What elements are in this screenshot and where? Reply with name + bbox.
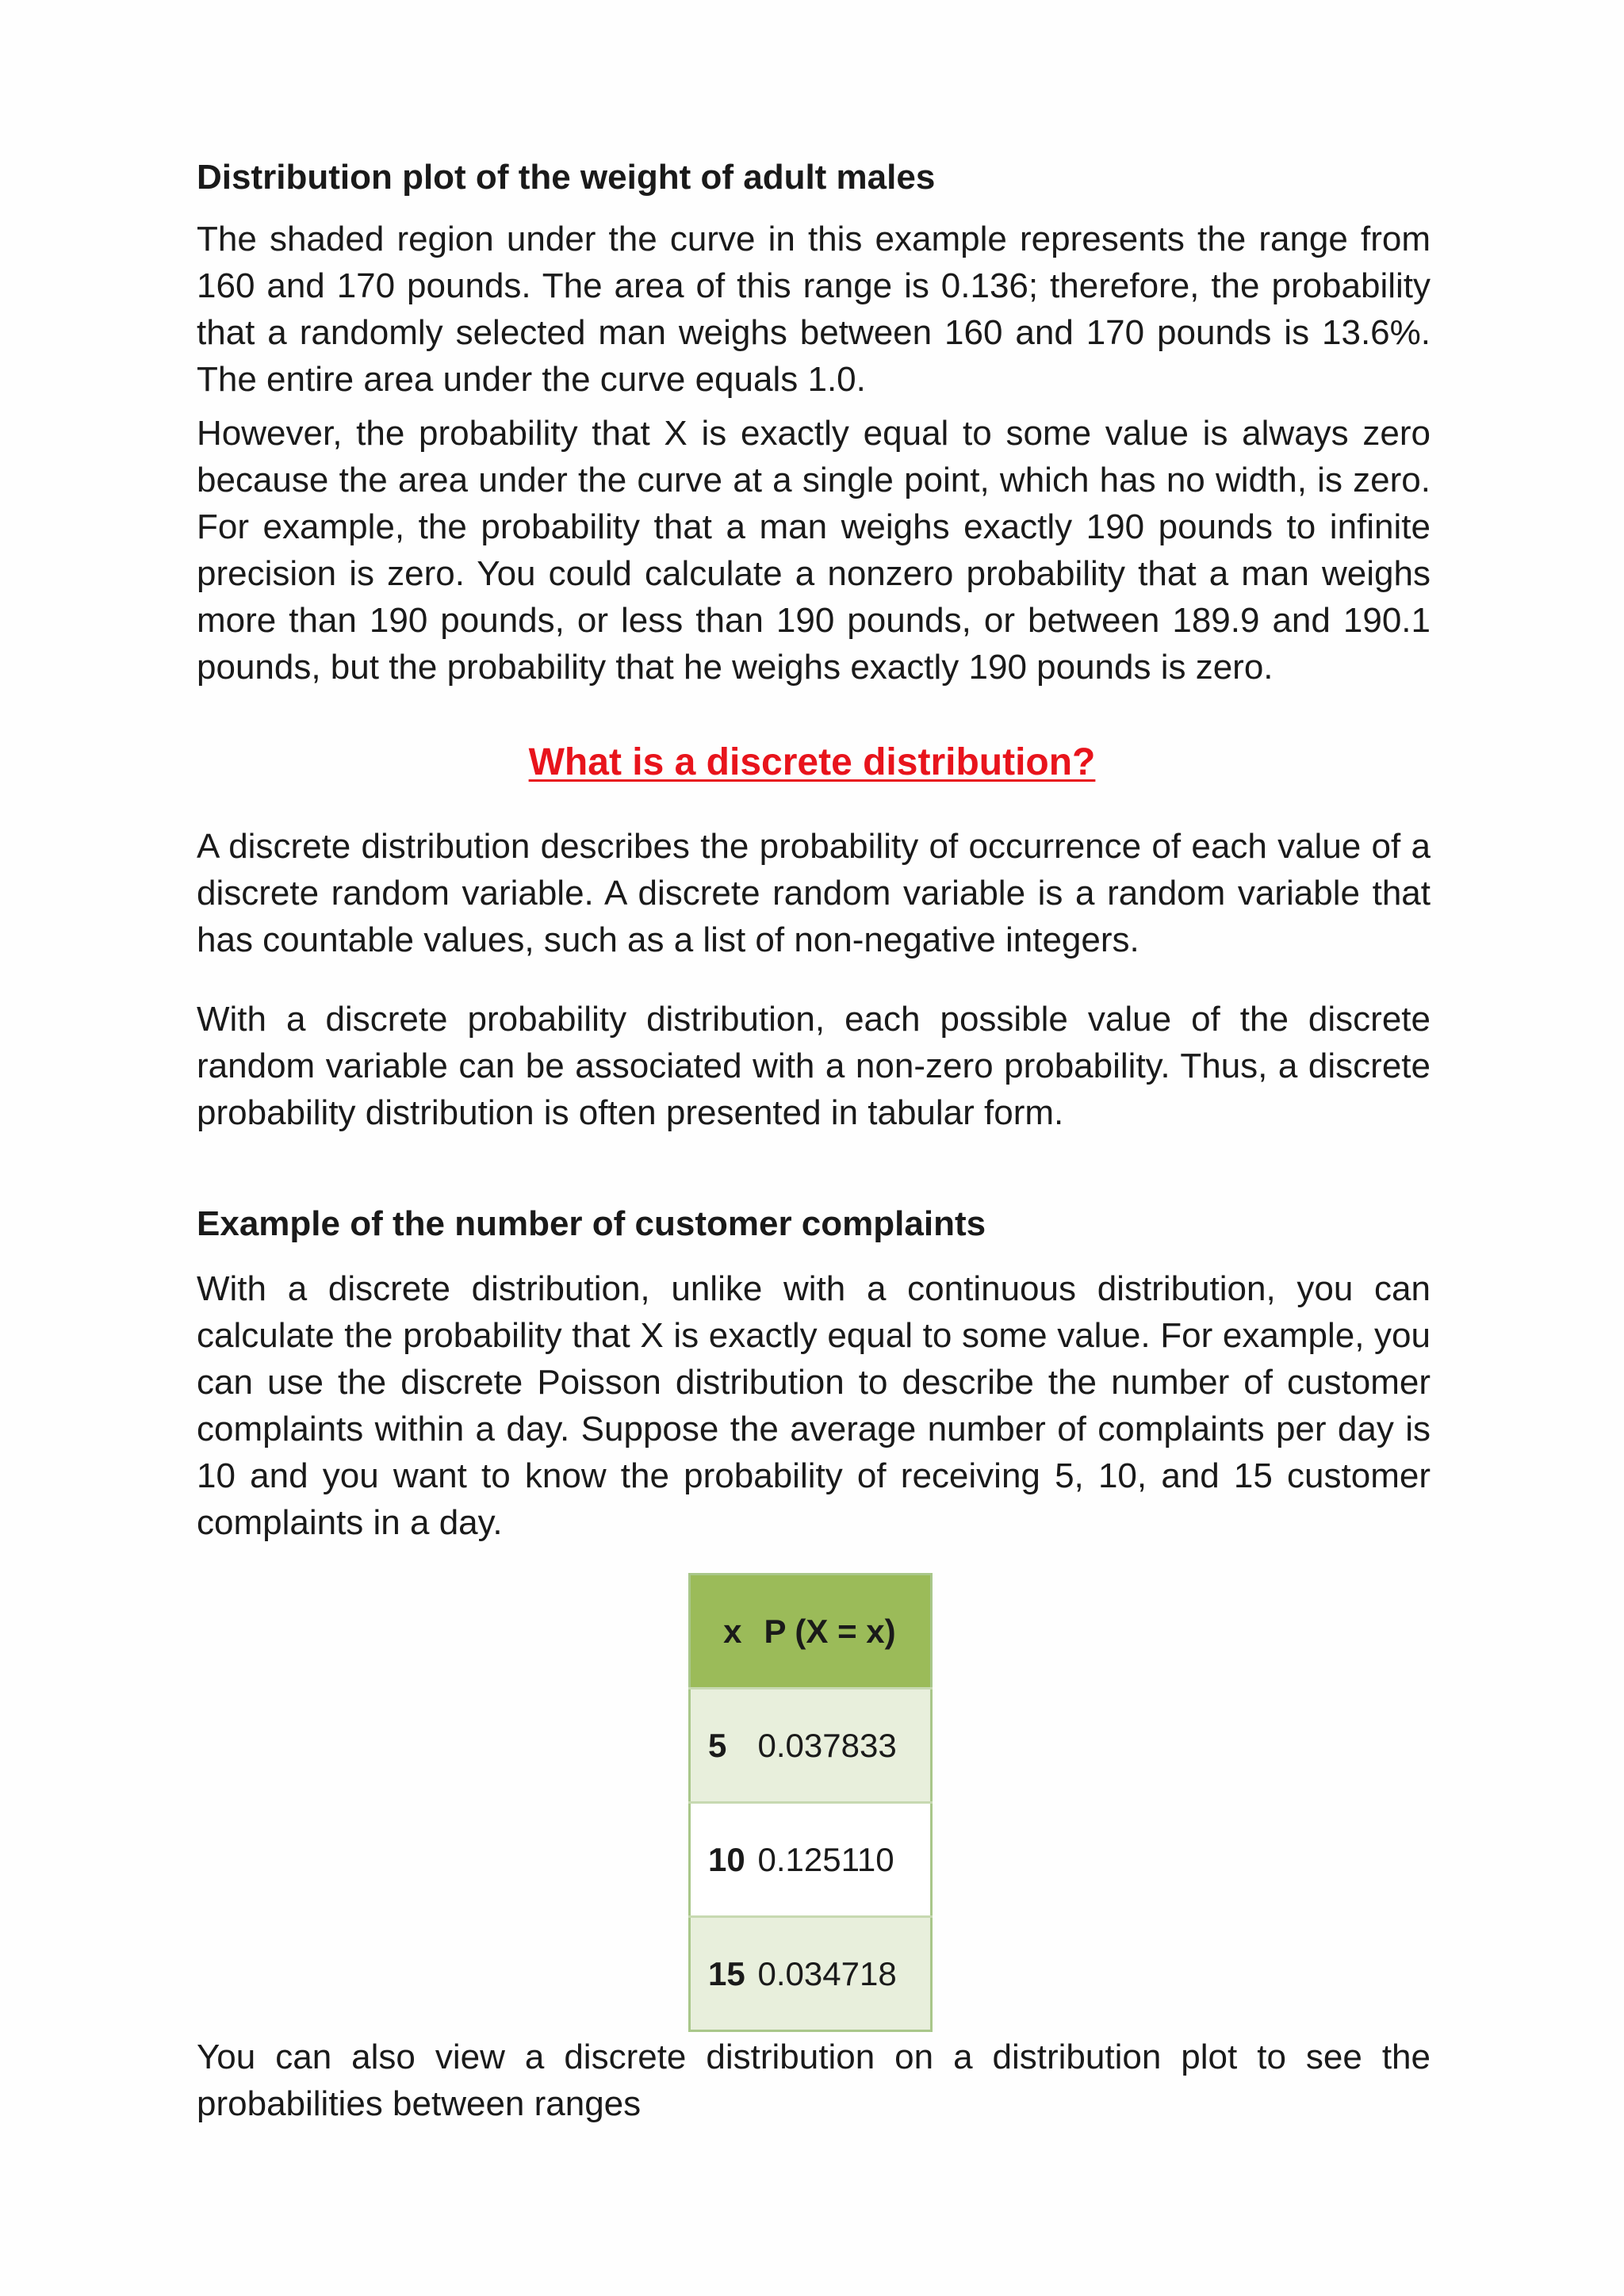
table-row: [690, 1917, 932, 2031]
table-header-probability: P (X = x): [764, 1612, 896, 1650]
table-row: [690, 1689, 932, 1803]
paragraph-discrete-probability: With a discrete probability distribution, each possible value of the discrete random variable can be associated with a non-zero probability. Thus, a discrete probability distribution is often presented in tabular form.: [197, 1000, 1431, 1132]
paragraph-probability-zero: However, the probability that X is exactly equal to some value is always zero because the area under the curve at a single point, which has no width, is zero. For example, the probability that a man weighs exactly 190 pounds to infinite precision is zero. You could calculate a nonzero probability that a man weighs more than 190 pounds, or less than 190 pounds, or between 189.9 and 190.1 pounds, but the probability that he weighs exactly 190 pounds is zero.: [197, 414, 1431, 687]
table-cell-probability: 0.037833: [757, 1726, 897, 1764]
table-cell-x: 5: [708, 1726, 727, 1764]
table-header-row: [690, 1575, 932, 1689]
paragraph-discrete-definition: A discrete distribution describes the probability of occurrence of each value of a discrete random variable. A discrete random variable is a random variable that has countable values, such as a list of non-negative integers.: [197, 827, 1431, 959]
table-header-x: x: [723, 1612, 742, 1650]
section-title-discrete: [0, 739, 1624, 786]
table-cell-x: 10: [708, 1840, 745, 1878]
heading-customer-complaints: Example of the number of customer complaints: [197, 1204, 986, 1243]
table-row: [690, 1803, 932, 1917]
heading-weight-distribution: Distribution plot of the weight of adult males: [197, 158, 936, 197]
table-cell-probability: 0.125110: [757, 1840, 894, 1878]
table-cell-probability: 0.034718: [757, 1954, 897, 1992]
paragraph-shaded-region: The shaded region under the curve in this example represents the range from 160 and 170 pounds. The area of this range is 0.136; therefore, the probability that a randomly selected man weighs between 160 and 170 pounds is 13.6%. The entire area under the curve equals 1.0.: [197, 220, 1431, 399]
paragraph-poisson-example: With a discrete distribution, unlike with a continuous distribution, you can calculate the probability that X is exactly equal to some value. For example, you can use the discrete Poisson distribution to describe the number of customer complaints within a day. Suppose the average number of complaints per day is 10 and you want to know the probability of receiving 5, 10, and 15 customer complaints in a day.: [197, 1269, 1431, 1542]
probability-table: [688, 1573, 933, 2032]
section-title-text: What is a discrete distribution?: [528, 741, 1096, 783]
paragraph-distribution-plot: You can also view a discrete distribution on a distribution plot to see the probabilities between ranges: [197, 2038, 1431, 2123]
table-cell-x: 15: [708, 1954, 745, 1992]
